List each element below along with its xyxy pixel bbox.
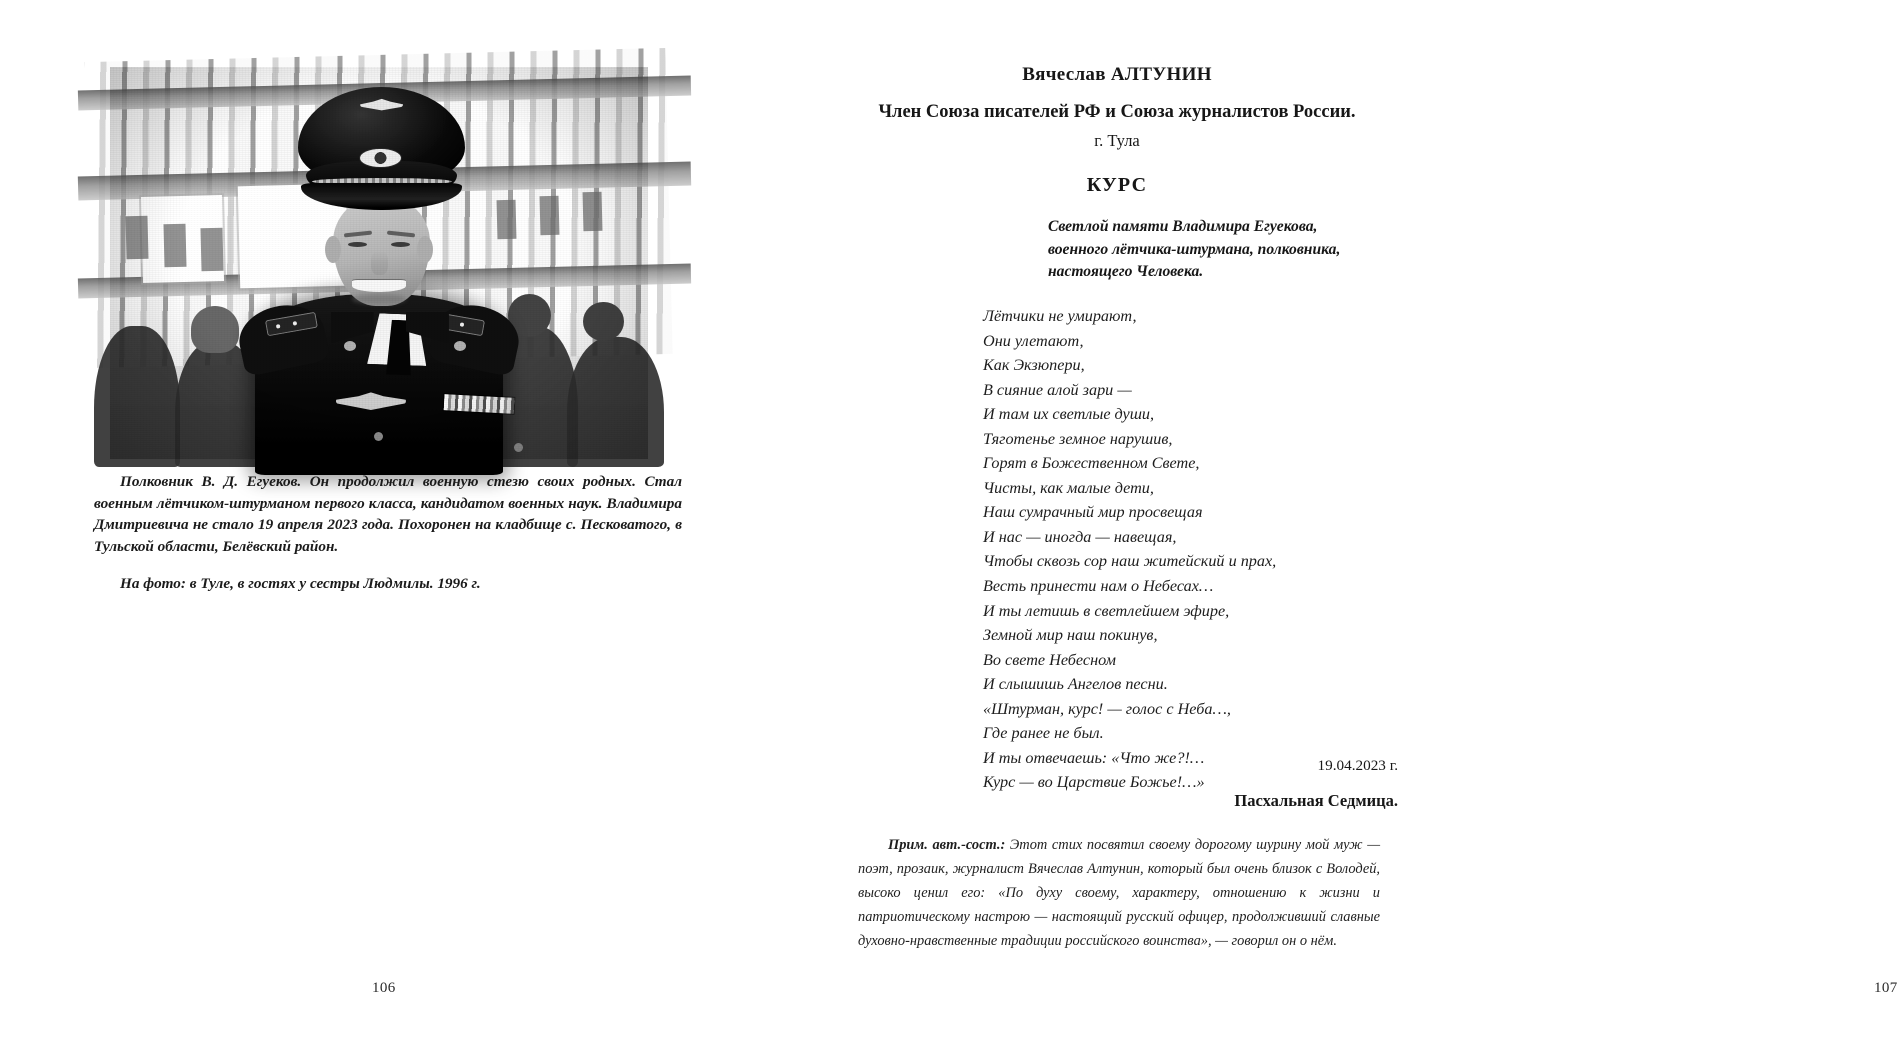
poem-dedication: [1048, 216, 1408, 284]
officer-photograph: [110, 67, 648, 459]
poem-title: КУРС: [1086, 174, 1148, 196]
dedication-line: Светлой памяти Владимира Егуекова,: [1048, 218, 1318, 235]
poem-line: И слышишь Ангелов песни.: [983, 675, 1168, 694]
poem-line: В сияние алой зари —: [983, 380, 1132, 399]
editor-note-text: Этот стих посвятил своему дорогому шурину мой муж — поэт, прозаик, журналист Вячеслав Алтунин, который был очень близок с Володей, высоко ценил его: «По духу своему, характеру, отношению к жизни и патриотическому настрою — настоящий русский офицер, продолживший славные духовно-нравственные традиции российского воинства», — говорил он о нём.: [858, 837, 1381, 949]
poem-line: И ты отвечаешь: «Что же?!…: [983, 748, 1205, 767]
poem-line: Весть принести нам о Небесах…: [983, 577, 1214, 596]
editor-note: [858, 833, 1380, 953]
photo-caption-note: На фото: в Туле, в гостях у сестры Людмилы. 1996 г.: [120, 575, 481, 592]
poem-line: Во свете Небесном: [983, 650, 1116, 669]
poem-line: И ты летишь в светлейшем эфире,: [983, 601, 1230, 620]
poem-line: Наш сумрачный мир просвещая: [983, 503, 1203, 522]
author-name: Вячеслав АЛТУНИН: [1022, 64, 1212, 85]
page-number-right: 107: [1874, 980, 1898, 996]
poem-line: «Штурман, курс! — голос с Неба…,: [983, 699, 1231, 718]
photo-canvas: [110, 67, 648, 459]
left-page: [0, 0, 746, 1058]
photo-caption: [94, 471, 682, 595]
poem-line: Курс — во Царствие Божье!…»: [983, 773, 1205, 792]
editor-note-label: Прим. авт.-сост.:: [888, 837, 1006, 853]
photo-caption-main: Полковник В. Д. Егуеков. Он продолжил военную стезю своих родных. Стал военным лётчиком-штурманом первого класса, кандидатом военных наук. Владимира Дмитриевича не стало 19 апреля 2023 года. Похоронен на кладбище с. Песковатого, в Тульской области, Белёвский район.: [94, 473, 682, 555]
poem-line: Где ранее не был.: [983, 724, 1104, 743]
poem-line: Горят в Божественном Свете,: [983, 454, 1200, 473]
poem-line: Лётчики не умирают,: [983, 307, 1137, 325]
poem-body: [983, 304, 1403, 795]
page-number-left: 106: [372, 980, 396, 996]
poem-line: Они улетают,: [983, 331, 1084, 350]
dedication-line: настоящего Человека.: [1048, 263, 1204, 280]
right-page: [746, 0, 1898, 1058]
poem-date: 19.04.2023 г.: [1317, 757, 1398, 774]
poem-line: Чисты, как малые дети,: [983, 478, 1154, 497]
poem-line: Чтобы сквозь сор наш житейский и прах,: [983, 552, 1277, 571]
editor-note-paragraph: [858, 833, 1380, 953]
poem-line: Как Экзюпери,: [983, 356, 1085, 375]
dedication-line: военного лётчика-штурмана, полковника,: [1048, 240, 1341, 258]
poem-feast-line: Пасхальная Седмица.: [1234, 791, 1398, 810]
photo-vignette-overlay: [110, 67, 648, 459]
poem-line: Земной мир наш покинув,: [983, 626, 1158, 645]
poem-line: Тяготенье земное нарушив,: [983, 429, 1173, 448]
poem-line: И нас — иногда — навещая,: [983, 527, 1177, 546]
author-city: г. Тула: [1094, 131, 1140, 150]
poem-line: И там их светлые души,: [983, 405, 1155, 424]
author-membership-line: Член Союза писателей РФ и Союза журналистов России.: [878, 102, 1356, 122]
